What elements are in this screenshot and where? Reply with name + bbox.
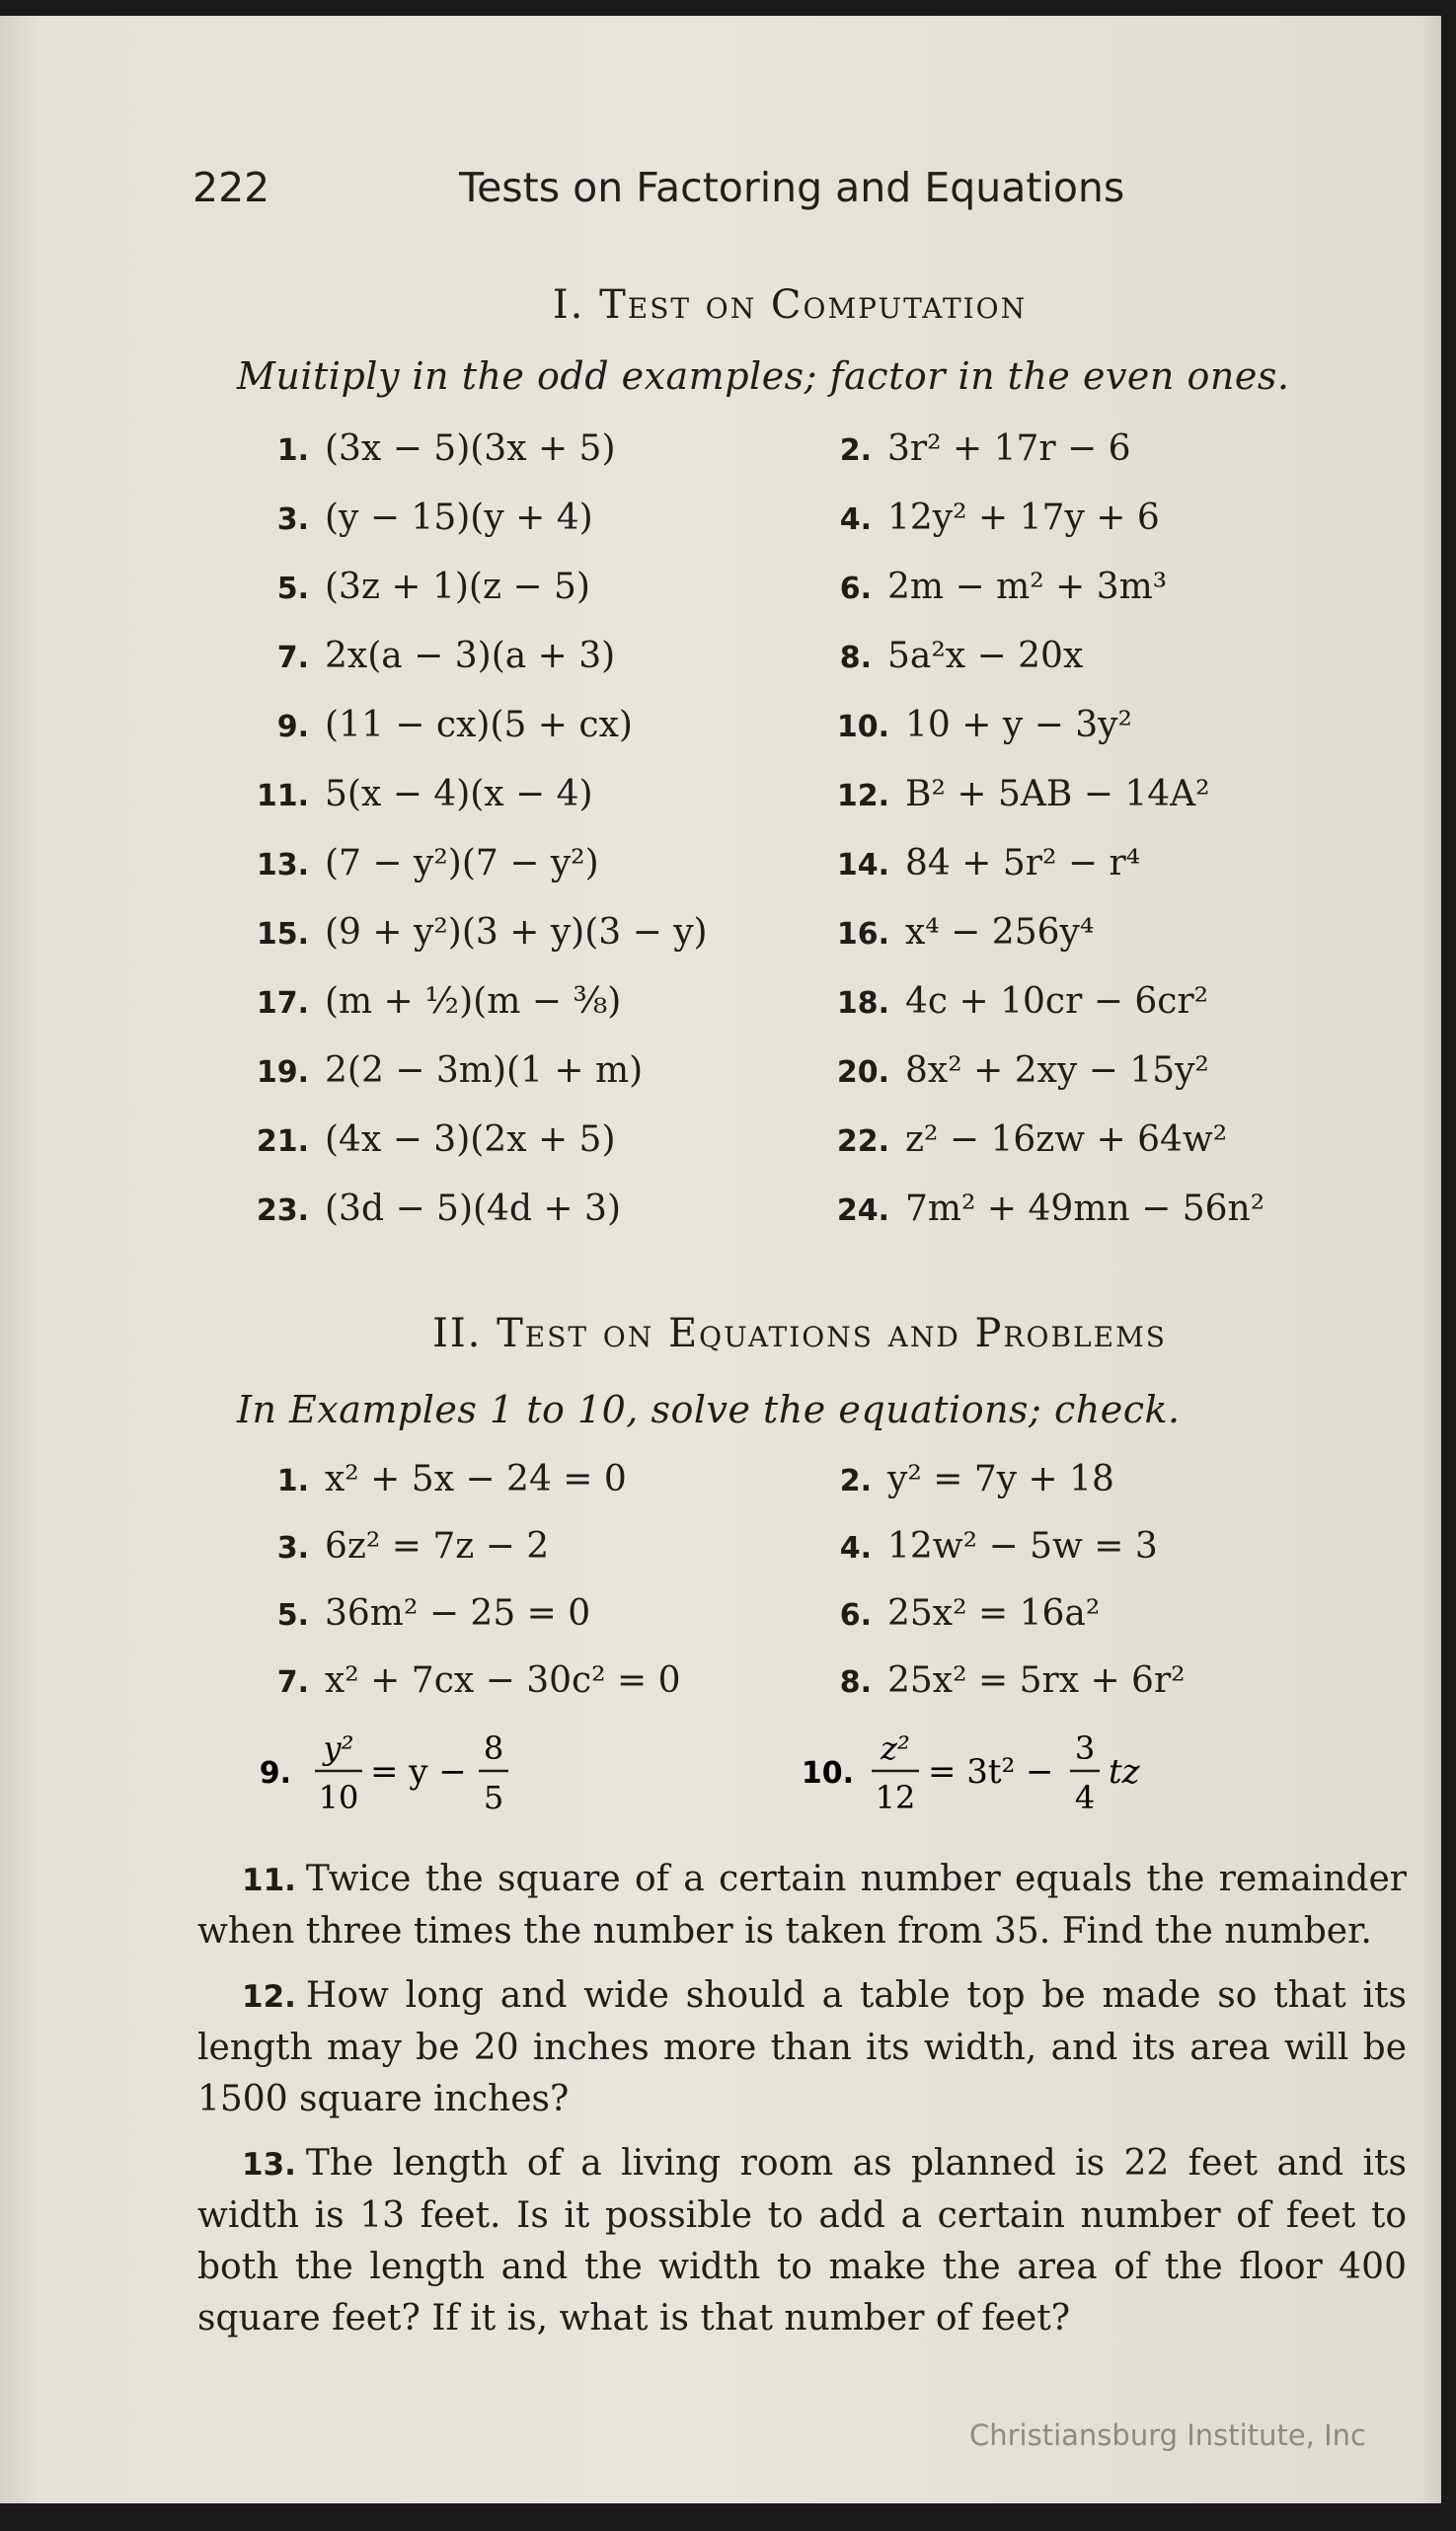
exercise: 10. 10 + y − 3y² (836, 705, 1132, 745)
equation-exercises (252, 1459, 1387, 1826)
word-problem (197, 1970, 1407, 2125)
watermark: Christiansburg Institute, Inc (969, 2418, 1366, 2452)
equation: 7. x² + 7cx − 30c² = 0 (276, 1660, 681, 1701)
problem-text: The length of a living room as planned is 22 feet and its width is 13 feet. Is it possible to add a certain number of feet to both the length and the width to make the area of the floor 400 square feet? If it is, what is that number of feet? (197, 2143, 1407, 2339)
exercise: 5. (3z + 1)(z − 5) (276, 567, 590, 607)
exercise: 19. 2(2 − 3m)(1 + m) (256, 1050, 644, 1091)
word-problem (197, 2138, 1407, 2344)
equation-number: 9. (259, 1756, 291, 1791)
numerator: 3 (1074, 1729, 1096, 1767)
fraction-equation (785, 1724, 1160, 1822)
exercise: 8. 5a²x − 20x (839, 636, 1084, 676)
exercise: 17. (m + ½)(m − ⅜) (256, 981, 622, 1022)
equation: 1. x² + 5x − 24 = 0 (276, 1459, 627, 1499)
exercise: 20. 8x² + 2xy − 15y² (836, 1050, 1209, 1091)
exercise: 12. B² + 5AB − 14A² (836, 774, 1210, 814)
equation: 4. 12w² − 5w = 3 (839, 1526, 1158, 1567)
exercise: 2. 3r² + 17r − 6 (839, 428, 1131, 469)
exercise: 18. 4c + 10cr − 6cr² (836, 981, 1209, 1022)
problem-number: 11. (242, 1863, 296, 1898)
exercise: 15. (9 + y²)(3 + y)(3 − y) (256, 912, 708, 953)
numerator: y² (323, 1729, 354, 1767)
exercise: 23. (3d − 5)(4d + 3) (256, 1189, 621, 1229)
exercise: 16. x⁴ − 256y⁴ (836, 912, 1095, 953)
book-page (0, 16, 1441, 2503)
section-2-title: II. Test on Equations and Problems (432, 1311, 1167, 1356)
problem-number: 13. (242, 2147, 296, 2183)
problem-text: How long and wide should a table top be made so that its length may be 20 inches more than its width, and its area will be 1500 square inches? (197, 1975, 1407, 2119)
numerator: 8 (483, 1729, 504, 1767)
tail-expression: tz (1109, 1752, 1140, 1792)
word-problem (197, 1854, 1407, 1957)
middle-expression: = y − (370, 1752, 467, 1792)
exercise: 6. 2m − m² + 3m³ (839, 567, 1168, 607)
middle-expression: = 3t² − (928, 1752, 1054, 1792)
exercise: 13. (7 − y²)(7 − y²) (256, 843, 599, 883)
section-1-instruction: Muitiply in the odd examples; factor in the even ones. (237, 354, 1290, 398)
fraction-equation (252, 1724, 568, 1822)
running-title: Tests on Factoring and Equations (459, 164, 1125, 211)
page-header (192, 164, 1140, 233)
denominator: 4 (1074, 1779, 1096, 1816)
equation: 3. 6z² = 7z − 2 (276, 1526, 550, 1567)
computation-exercises (252, 428, 1387, 1258)
section-2-instruction: In Examples 1 to 10, solve the equations; check. (237, 1388, 1181, 1431)
problem-text: Twice the square of a certain number equals the remainder when three times the number is taken from 35. Find the number. (197, 1859, 1407, 1952)
fraction-equation-10-graphic (785, 1724, 1160, 1822)
exercise: 21. (4x − 3)(2x + 5) (256, 1119, 616, 1160)
exercise: 14. 84 + 5r² − r⁴ (836, 843, 1141, 883)
exercise: 9. (11 − cx)(5 + cx) (276, 705, 633, 745)
numerator: z² (881, 1729, 910, 1767)
equation: 5. 36m² − 25 = 0 (276, 1593, 591, 1634)
problem-number: 12. (242, 1979, 296, 2015)
fraction-equation-9-graphic (252, 1724, 568, 1822)
exercise: 1. (3x − 5)(3x + 5) (276, 428, 616, 469)
denominator: 5 (483, 1779, 504, 1816)
exercise: 4. 12y² + 17y + 6 (839, 498, 1160, 538)
exercise: 22. z² − 16zw + 64w² (836, 1119, 1228, 1160)
exercise: 11. 5(x − 4)(x − 4) (256, 774, 593, 814)
page-number: 222 (192, 164, 270, 211)
exercise: 24. 7m² + 49mn − 56n² (836, 1189, 1265, 1229)
equation: 2. y² = 7y + 18 (839, 1459, 1114, 1499)
equation: 6. 25x² = 16a² (839, 1593, 1101, 1634)
section-1-title: I. Test on Computation (552, 282, 1028, 328)
exercise: 3. (y − 15)(y + 4) (276, 498, 593, 538)
equation: 8. 25x² = 5rx + 6r² (839, 1660, 1186, 1701)
denominator: 12 (875, 1779, 916, 1816)
denominator: 10 (318, 1779, 359, 1816)
exercise: 7. 2x(a − 3)(a + 3) (276, 636, 616, 676)
equation-number: 10. (801, 1756, 854, 1791)
